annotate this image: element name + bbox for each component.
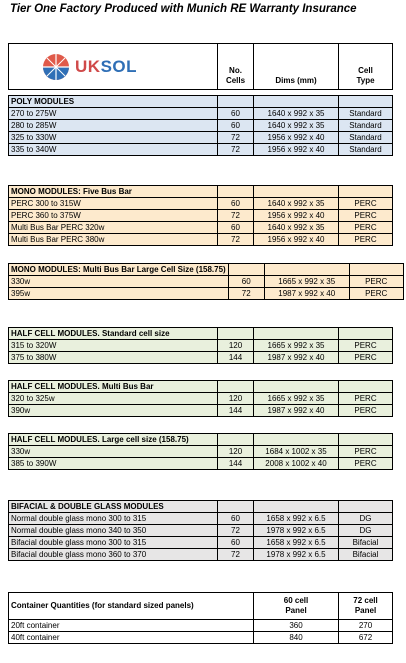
cell-count: 60 <box>218 120 254 132</box>
module-name: 315 to 320W <box>9 340 218 352</box>
table-row <box>9 288 404 300</box>
dimensions: 1987 x 992 x 40 <box>254 352 339 364</box>
section-header-blank <box>339 96 393 108</box>
cell-count: 72 <box>218 549 254 561</box>
table-row <box>9 108 393 120</box>
dimensions: 1978 x 992 x 6.5 <box>254 549 339 561</box>
cell-type: Standard <box>339 144 393 156</box>
table-row <box>9 340 393 352</box>
dimensions: 1640 x 992 x 35 <box>254 108 339 120</box>
cell-count: 72 <box>218 234 254 246</box>
section-table-mono-multi-bus-bar <box>8 263 404 300</box>
module-name: Bifacial double glass mono 360 to 370 <box>9 549 218 561</box>
dimensions: 1987 x 992 x 40 <box>264 288 349 300</box>
table-row <box>9 352 393 364</box>
cell-type: Bifacial <box>339 537 393 549</box>
dimensions: 1665 x 992 x 35 <box>254 340 339 352</box>
section-header-blank <box>218 186 254 198</box>
cell-count: 60 <box>218 513 254 525</box>
table-row <box>9 620 393 632</box>
logo-cell <box>9 44 218 90</box>
table-row <box>9 632 393 644</box>
table-row <box>9 144 393 156</box>
sun-logo-icon <box>41 52 71 82</box>
cell-type: Standard <box>339 120 393 132</box>
cell-type: PERC <box>339 352 393 364</box>
section-title: HALF CELL MODULES. Multi Bus Bar <box>9 381 218 393</box>
module-name: 375 to 380W <box>9 352 218 364</box>
dimensions: 1956 x 992 x 40 <box>254 132 339 144</box>
section-header-blank <box>339 186 393 198</box>
table-row <box>9 525 393 537</box>
container-col-72: 72 cell Panel <box>339 593 393 620</box>
section-header-blank <box>349 264 403 276</box>
section-table-half-cell-large <box>8 433 393 470</box>
module-name: 385 to 390W <box>9 458 218 470</box>
section-table-mono-five-bus-bar <box>8 185 393 246</box>
section-header-blank <box>339 501 393 513</box>
container-name: 20ft container <box>9 620 254 632</box>
section-header-blank <box>339 328 393 340</box>
section-header-blank <box>254 381 339 393</box>
dimensions: 1956 x 992 x 40 <box>254 210 339 222</box>
table-row <box>9 234 393 246</box>
dimensions: 1978 x 992 x 6.5 <box>254 525 339 537</box>
cell-type: PERC <box>339 446 393 458</box>
dimensions: 1658 x 992 x 6.5 <box>254 537 339 549</box>
cell-type: PERC <box>339 340 393 352</box>
section-table-half-cell-multi-bus-bar <box>8 380 393 417</box>
cell-count: 72 <box>218 132 254 144</box>
table-row <box>9 393 393 405</box>
cell-count: 60 <box>218 537 254 549</box>
cell-type: PERC <box>339 405 393 417</box>
cell-type: Standard <box>339 108 393 120</box>
cell-count: 144 <box>218 405 254 417</box>
table-row <box>9 120 393 132</box>
module-name: 335 to 340W <box>9 144 218 156</box>
cell-count: 72 <box>228 288 264 300</box>
table-row <box>9 132 393 144</box>
table-row <box>9 549 393 561</box>
cell-type: PERC <box>339 222 393 234</box>
cell-type: Standard <box>339 132 393 144</box>
module-name: Normal double glass mono 340 to 350 <box>9 525 218 537</box>
table-row <box>9 458 393 470</box>
cell-type: DG <box>339 525 393 537</box>
cell-type: Bifacial <box>339 549 393 561</box>
section-header-blank <box>254 328 339 340</box>
cell-count: 144 <box>218 352 254 364</box>
module-name: 280 to 285W <box>9 120 218 132</box>
module-name: Multi Bus Bar PERC 320w <box>9 222 218 234</box>
section-header-row <box>9 381 393 393</box>
section-title: MONO MODULES: Five Bus Bar <box>9 186 218 198</box>
section-header-row <box>9 96 393 108</box>
header-dims: Dims (mm) <box>254 44 339 90</box>
section-table-bifacial-double-glass <box>8 500 393 561</box>
cell-type: PERC <box>339 234 393 246</box>
section-header-row <box>9 328 393 340</box>
section-title: POLY MODULES <box>9 96 218 108</box>
dimensions: 1640 x 992 x 35 <box>254 222 339 234</box>
section-header-blank <box>254 186 339 198</box>
cell-count: 72 <box>218 525 254 537</box>
section-header-row <box>9 186 393 198</box>
section-header-blank <box>218 501 254 513</box>
module-name: 395w <box>9 288 229 300</box>
module-name: PERC 300 to 315W <box>9 198 218 210</box>
dimensions: 2008 x 1002 x 40 <box>254 458 339 470</box>
cell-type: PERC <box>339 198 393 210</box>
container-table <box>8 592 393 644</box>
cell-type: PERC <box>339 393 393 405</box>
page-title: Tier One Factory Produced with Munich RE Warranty Insurance <box>10 3 357 15</box>
header-no-cells: No. Cells <box>218 44 254 90</box>
section-header-row <box>9 264 404 276</box>
header-cell-type: Cell Type <box>339 44 393 90</box>
logo-text: UKSOL <box>75 56 138 76</box>
container-title: Container Quantities (for standard sized panels) <box>9 593 254 620</box>
table-row <box>9 446 393 458</box>
section-header-row <box>9 434 393 446</box>
dimensions: 1956 x 992 x 40 <box>254 234 339 246</box>
dimensions: 1665 x 992 x 35 <box>254 393 339 405</box>
cell-count: 60 <box>228 276 264 288</box>
dimensions: 1665 x 992 x 35 <box>264 276 349 288</box>
cell-count: 144 <box>218 458 254 470</box>
container-qty-60: 840 <box>254 632 339 644</box>
cell-count: 60 <box>218 198 254 210</box>
table-row <box>9 537 393 549</box>
cell-type: PERC <box>349 276 403 288</box>
module-name: Bifacial double glass mono 300 to 315 <box>9 537 218 549</box>
container-qty-72: 672 <box>339 632 393 644</box>
section-header-blank <box>254 501 339 513</box>
cell-count: 60 <box>218 222 254 234</box>
container-qty-60: 360 <box>254 620 339 632</box>
table-row <box>9 210 393 222</box>
module-name: 330w <box>9 446 218 458</box>
dimensions: 1658 x 992 x 6.5 <box>254 513 339 525</box>
container-qty-72: 270 <box>339 620 393 632</box>
header-table <box>8 43 393 90</box>
section-header-blank <box>254 434 339 446</box>
section-table-poly <box>8 95 393 156</box>
section-title: HALF CELL MODULES. Standard cell size <box>9 328 218 340</box>
table-row <box>9 405 393 417</box>
module-name: Normal double glass mono 300 to 315 <box>9 513 218 525</box>
section-title: MONO MODULES: Multi Bus Bar Large Cell Size (158.75) <box>9 264 229 276</box>
section-header-blank <box>264 264 349 276</box>
cell-count: 120 <box>218 393 254 405</box>
cell-type: PERC <box>349 288 403 300</box>
section-header-blank <box>218 434 254 446</box>
section-header-blank <box>339 434 393 446</box>
module-name: 325 to 330W <box>9 132 218 144</box>
table-row <box>9 198 393 210</box>
table-row <box>9 513 393 525</box>
module-name: PERC 360 to 375W <box>9 210 218 222</box>
section-header-blank <box>218 328 254 340</box>
table-row <box>9 222 393 234</box>
cell-count: 72 <box>218 144 254 156</box>
section-table-half-cell-standard <box>8 327 393 364</box>
section-header-blank <box>218 381 254 393</box>
dimensions: 1684 x 1002 x 35 <box>254 446 339 458</box>
module-name: 270 to 275W <box>9 108 218 120</box>
cell-count: 60 <box>218 108 254 120</box>
table-row <box>9 276 404 288</box>
section-header-blank <box>228 264 264 276</box>
module-name: 320 to 325w <box>9 393 218 405</box>
cell-count: 72 <box>218 210 254 222</box>
dimensions: 1956 x 992 x 40 <box>254 144 339 156</box>
cell-count: 120 <box>218 446 254 458</box>
section-header-blank <box>339 381 393 393</box>
dimensions: 1640 x 992 x 35 <box>254 120 339 132</box>
cell-type: PERC <box>339 458 393 470</box>
section-header-row <box>9 501 393 513</box>
section-title: BIFACIAL & DOUBLE GLASS MODULES <box>9 501 218 513</box>
dimensions: 1640 x 992 x 35 <box>254 198 339 210</box>
cell-type: DG <box>339 513 393 525</box>
dimensions: 1987 x 992 x 40 <box>254 405 339 417</box>
cell-count: 120 <box>218 340 254 352</box>
container-col-60: 60 cell Panel <box>254 593 339 620</box>
section-header-blank <box>254 96 339 108</box>
container-name: 40ft container <box>9 632 254 644</box>
section-header-blank <box>218 96 254 108</box>
module-name: 390w <box>9 405 218 417</box>
uksol-logo <box>11 46 215 88</box>
module-name: 330w <box>9 276 229 288</box>
module-name: Multi Bus Bar PERC 380w <box>9 234 218 246</box>
section-title: HALF CELL MODULES. Large cell size (158.75) <box>9 434 218 446</box>
cell-type: PERC <box>339 210 393 222</box>
